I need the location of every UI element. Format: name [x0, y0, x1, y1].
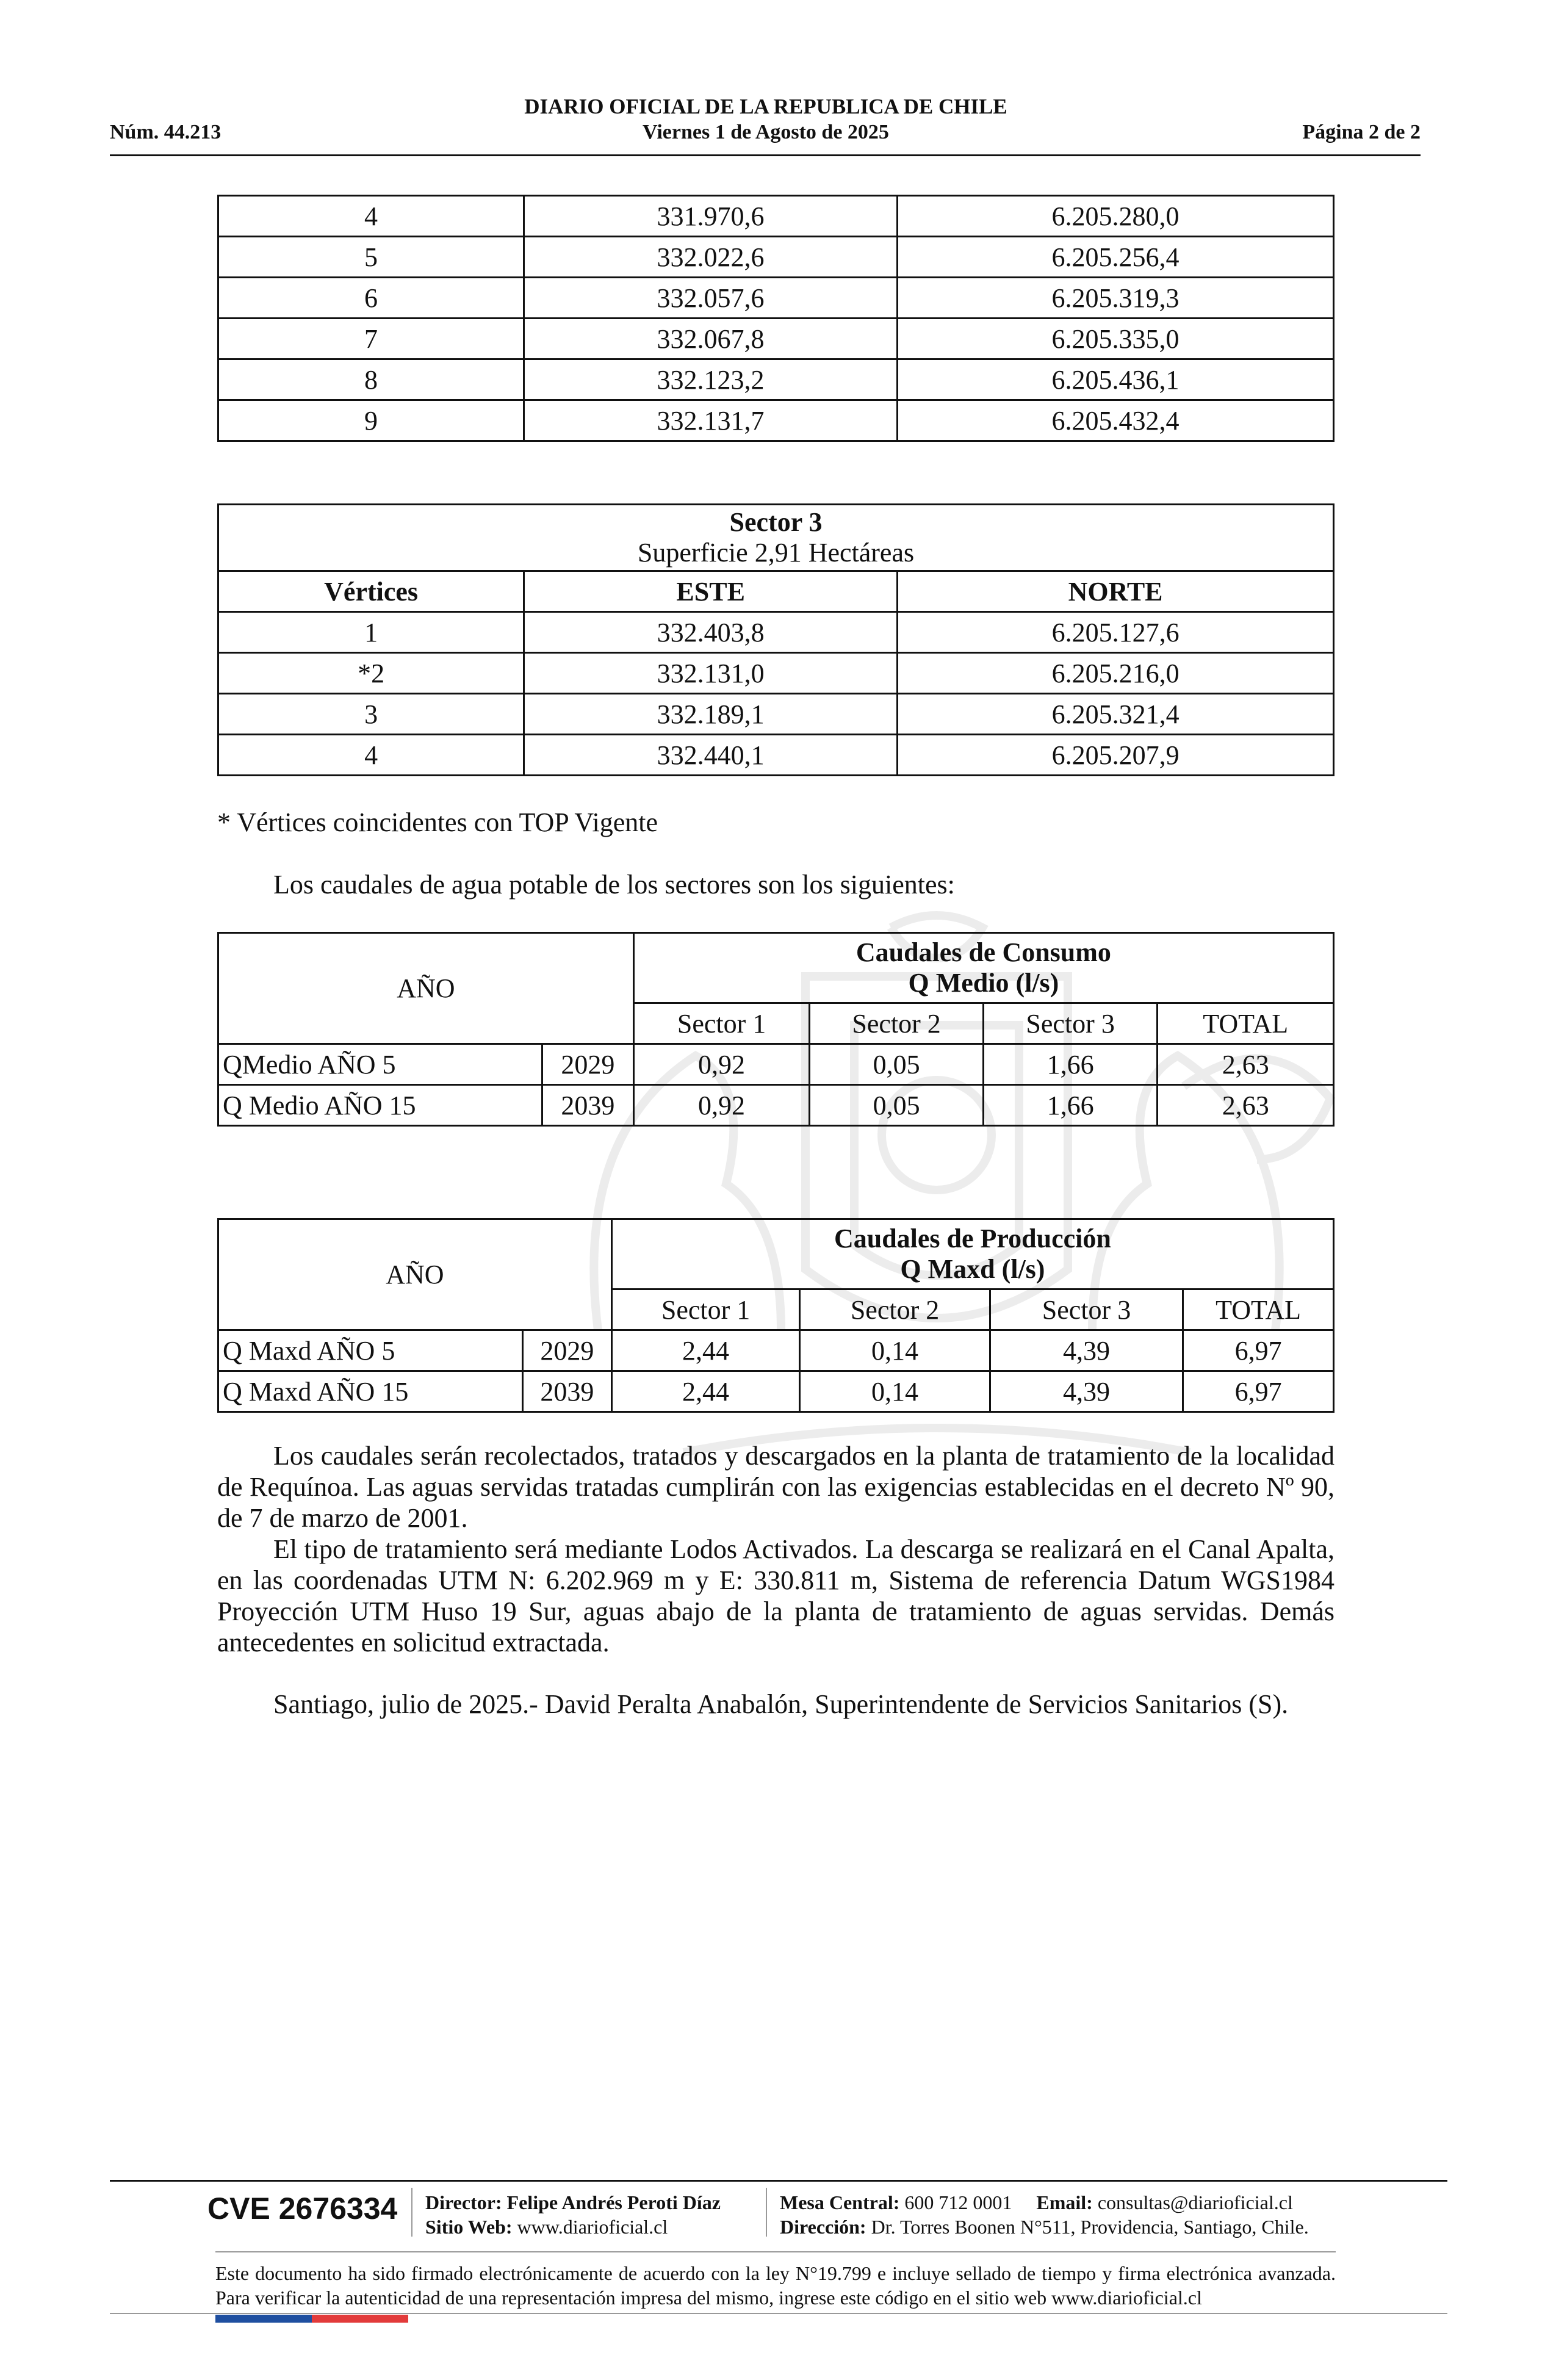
total-value: 2,63 [1158, 1085, 1334, 1126]
column-header-total: TOTAL [1183, 1289, 1334, 1330]
sector-3-value: 4,39 [990, 1371, 1183, 1412]
footer-contact [780, 2190, 1293, 2215]
este-coordinate: 332.022,6 [524, 237, 897, 278]
website-link[interactable]: www.diarioficial.cl [517, 2216, 668, 2238]
sector-3-area: Superficie 2,91 Hectáreas [637, 538, 915, 568]
phone-label: Mesa Central: [780, 2191, 900, 2213]
este-coordinate: 332.440,1 [524, 735, 898, 776]
year-header: AÑO [218, 933, 634, 1044]
norte-coordinate: 6.205.256,4 [898, 237, 1334, 278]
production-flow-table [217, 1218, 1334, 1413]
publication-date: Viernes 1 de Agosto de 2025 [643, 121, 889, 143]
norte-coordinate: 6.205.321,4 [898, 694, 1334, 735]
table-row [218, 196, 1334, 237]
vertex-number: *2 [218, 653, 524, 694]
table-row [218, 1044, 1334, 1085]
este-coordinate: 332.131,0 [524, 653, 898, 694]
vertex-number: 4 [218, 196, 524, 237]
paragraph-signature: Santiago, julio de 2025.- David Peralta Anabalón, Superintendente de Servicios Sanitarios (S). [273, 1689, 1289, 1719]
consumption-title-cell [633, 933, 1333, 1003]
vertex-number: 1 [218, 612, 524, 653]
year-value: 2039 [542, 1085, 633, 1126]
intro-caudales: Los caudales de agua potable de los sectores son los siguientes: [273, 870, 955, 900]
footer-top-rule [110, 2180, 1447, 2182]
norte-coordinate: 6.205.280,0 [898, 196, 1334, 237]
email-link[interactable]: consultas@diarioficial.cl [1097, 2191, 1293, 2213]
footer-bottom-rule [110, 2313, 1447, 2314]
sector-1-value: 2,44 [611, 1330, 799, 1371]
director-label: Director: [425, 2191, 502, 2213]
sector-1-value: 0,92 [633, 1044, 810, 1085]
vertex-number: 8 [218, 359, 524, 400]
email-label: Email: [1036, 2191, 1093, 2213]
issue-number: Núm. 44.213 [110, 121, 222, 143]
page-number: Página 2 de 2 [1302, 121, 1421, 143]
footer-website [425, 2215, 668, 2239]
norte-coordinate: 6.205.335,0 [898, 319, 1334, 359]
vertex-number: 6 [218, 278, 524, 319]
footer-address [780, 2215, 1309, 2239]
address-text: Dr. Torres Boonen N°511, Providencia, Santiago, Chile. [871, 2216, 1309, 2238]
footer-director [425, 2190, 721, 2215]
vertex-number: 3 [218, 694, 524, 735]
column-header-total: TOTAL [1158, 1003, 1334, 1044]
table-row [218, 694, 1334, 735]
norte-coordinate: 6.205.436,1 [898, 359, 1334, 400]
norte-coordinate: 6.205.207,9 [898, 735, 1334, 776]
header-rule [110, 154, 1421, 156]
column-header-norte: NORTE [898, 571, 1334, 612]
column-header-sector-2: Sector 2 [810, 1003, 984, 1044]
vertices-note: * Vértices coincidentes con TOP Vigente [217, 807, 658, 837]
consumption-title: Caudales de Consumo [855, 937, 1111, 967]
phone-number: 600 712 0001 [904, 2191, 1012, 2213]
vertex-number: 7 [218, 319, 524, 359]
vertex-number: 5 [218, 237, 524, 278]
este-coordinate: 332.057,6 [524, 278, 897, 319]
column-header-sector-3: Sector 3 [983, 1003, 1158, 1044]
sector-3-value: 4,39 [990, 1330, 1183, 1371]
year-value: 2039 [522, 1371, 611, 1412]
row-label: Q Maxd AÑO 5 [218, 1330, 523, 1371]
table-row [218, 612, 1334, 653]
publication-title: DIARIO OFICIAL DE LA REPUBLICA DE CHILE [524, 95, 1007, 118]
total-value: 6,97 [1183, 1330, 1334, 1371]
total-value: 6,97 [1183, 1371, 1334, 1412]
sector-1-value: 2,44 [611, 1371, 799, 1412]
table-row [218, 653, 1334, 694]
table-row [218, 1371, 1334, 1412]
row-label: Q Maxd AÑO 15 [218, 1371, 523, 1412]
sector-3-value: 1,66 [983, 1085, 1158, 1126]
table-row [218, 1330, 1334, 1371]
este-coordinate: 332.131,7 [524, 400, 897, 441]
este-coordinate: 332.123,2 [524, 359, 897, 400]
row-label: QMedio AÑO 5 [218, 1044, 542, 1085]
footer-inner-rule [215, 2251, 1336, 2252]
footer-separator [766, 2188, 767, 2237]
table-row [218, 735, 1334, 776]
flag-stripe-blue [215, 2315, 312, 2323]
column-header-vertices: Vértices [218, 571, 524, 612]
este-coordinate: 332.067,8 [524, 319, 897, 359]
table-row [218, 359, 1334, 400]
norte-coordinate: 6.205.432,4 [898, 400, 1334, 441]
este-coordinate: 332.403,8 [524, 612, 898, 653]
row-label: Q Medio AÑO 15 [218, 1085, 542, 1126]
flag-stripe-red [312, 2315, 408, 2323]
sector-2-value: 0,05 [810, 1085, 984, 1126]
sector-1-value: 0,92 [633, 1085, 810, 1126]
paragraph-treatment-type: El tipo de tratamiento será mediante Lodos Activados. La descarga se realizará en el Canal Apalta, en las coordenadas UTM N: 6.202.969 m y E: 330.811 m, Sistema de referencia Datum WGS1984 Proyección UTM Huso 19 Sur, aguas abajo de la planta de tratamiento de aguas servidas. Demás antecedentes en solicitud extractada. [217, 1534, 1334, 1657]
production-title-cell [611, 1219, 1333, 1289]
table-row [218, 400, 1334, 441]
column-header-sector-1: Sector 1 [611, 1289, 799, 1330]
consumption-unit: Q Medio (l/s) [908, 968, 1059, 998]
norte-coordinate: 6.205.216,0 [898, 653, 1334, 694]
norte-coordinate: 6.205.319,3 [898, 278, 1334, 319]
norte-coordinate: 6.205.127,6 [898, 612, 1334, 653]
production-unit: Q Maxd (l/s) [900, 1254, 1045, 1284]
table-row [218, 319, 1334, 359]
footer-separator [411, 2188, 412, 2237]
column-header-sector-1: Sector 1 [633, 1003, 810, 1044]
vertex-number: 9 [218, 400, 524, 441]
consumption-flow-table [217, 932, 1334, 1127]
year-value: 2029 [542, 1044, 633, 1085]
sector-3-value: 1,66 [983, 1044, 1158, 1085]
column-header-este: ESTE [524, 571, 898, 612]
production-title: Caudales de Producción [834, 1224, 1111, 1253]
vertex-number: 4 [218, 735, 524, 776]
website-label: Sitio Web: [425, 2216, 513, 2238]
table-row [218, 1085, 1334, 1126]
address-label: Dirección: [780, 2216, 866, 2238]
director-name: Felipe Andrés Peroti Díaz [506, 2191, 721, 2213]
sector-2-value: 0,14 [800, 1330, 990, 1371]
sector-3-table [217, 503, 1334, 776]
table-row [218, 237, 1334, 278]
cve-code: CVE 2676334 [207, 2191, 398, 2226]
sector-3-title: Sector 3 [729, 507, 823, 537]
year-header: AÑO [218, 1219, 612, 1330]
legal-note: Este documento ha sido firmado electrónicamente de acuerdo con la ley N°19.799 e incluye sellado de tiempo y firma electrónica avanzada. Para verificar la autenticidad de una representación impresa del mismo, ingrese este código en el sitio web www.diarioficial.cl [215, 2262, 1336, 2309]
column-header-sector-3: Sector 3 [990, 1289, 1183, 1330]
este-coordinate: 332.189,1 [524, 694, 898, 735]
sector-3-title-cell [218, 505, 1334, 571]
year-value: 2029 [522, 1330, 611, 1371]
total-value: 2,63 [1158, 1044, 1334, 1085]
sector-2-value: 0,05 [810, 1044, 984, 1085]
coordinates-table-continued [217, 195, 1334, 442]
este-coordinate: 331.970,6 [524, 196, 897, 237]
column-header-sector-2: Sector 2 [800, 1289, 990, 1330]
paragraph-treatment-plant: Los caudales serán recolectados, tratados y descargados en la planta de tratamiento de la localidad de Requínoa. Las aguas servidas tratadas cumplirán con las exigencias establecidas en el decreto Nº 90, de 7 de marzo de 2001. [217, 1441, 1334, 1533]
table-row [218, 278, 1334, 319]
sector-2-value: 0,14 [800, 1371, 990, 1412]
